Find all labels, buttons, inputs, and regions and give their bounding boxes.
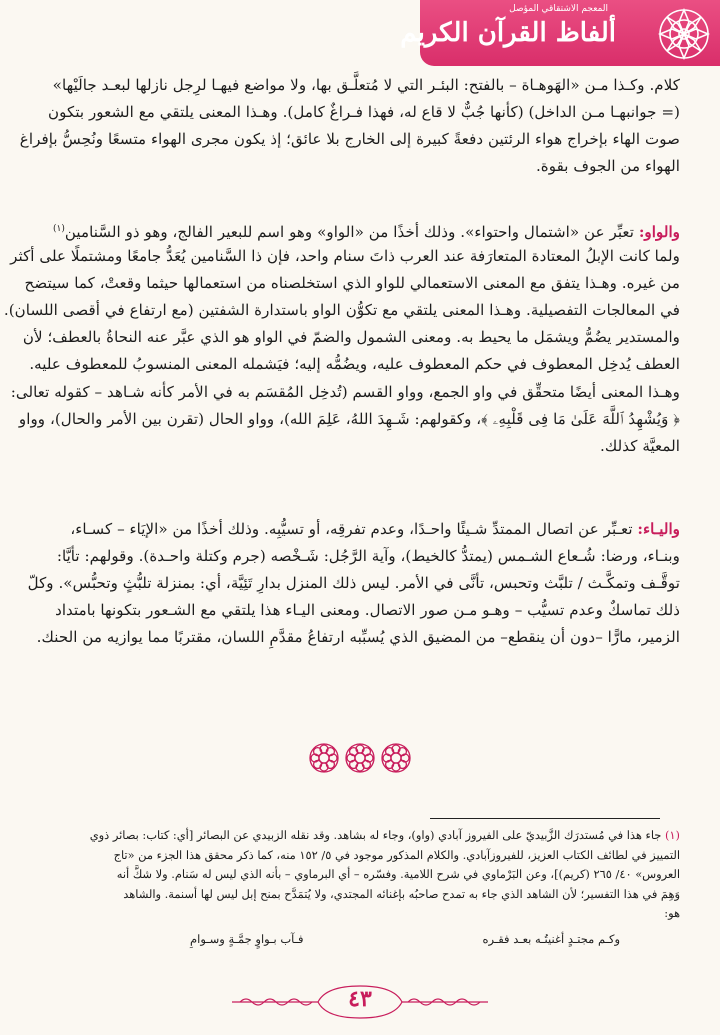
page-number: ٤٣: [348, 986, 372, 1012]
text-line: المعيَّة كذلك.: [600, 436, 680, 455]
text-line: ﴿ وَيُشْهِدُ ٱللَّهَ عَلَىٰ مَا فِى قَلْبِهِۦ ﴾، وكقولهم: شَـهِدَ اللهُ، عَلِمَ الله)، وواو الحال (تقرن بين الأمر والحال)، وواو: [18, 409, 680, 428]
paragraph-ha: [19, 72, 680, 180]
text-line: صوت الهاء بإخراج هواء الرئتين دفعةً كبيرة إلى الخارج بلا عائق؛ إذ يكون مجرى الهواء متسعًا ونُحِسُّ بإفراغ: [19, 130, 680, 149]
text-run: تعـبِّر عن اتصال الممتدِّ شـيئًا واحـدًا، وعدم تفرقِه، أو تسيُّبِه. وذلك أخذًا من «الإيَاء – كسـاء،: [70, 520, 633, 538]
book-title-banner: [400, 0, 720, 66]
footnote-separator: [430, 818, 660, 819]
text-line: (= جوانبهـا مـن الداخل) (كأنها جُبٌّ لا قاع له، فهذا فـراغٌ كامل). وهـذا المعنى يلتقي مع الشعور بتكون: [47, 103, 680, 122]
rosette-ornament-icon: [652, 2, 716, 66]
footnote-line: وَهِمَ في هذا التفسير؛ لأن الشاهد الذي جاء به تمدح صاحبُه بإغنائه المجتدي، ولا يُتمَدَّح بمنح إبل ليس لها أسنمة. والشاهد: [123, 886, 680, 901]
paragraph-waw: [3, 216, 680, 460]
book-subtitle: المعجم الاشتقاقي المؤصل: [509, 4, 608, 14]
text-run: جاء هذا في مُستدرَك الزَّبيديّ على الفيروز آبادي (واو)، وجاء له بشاهد. وقد نقله الزبيدي عن البصائر [أي: كتاب: بصائر ذوي: [89, 828, 662, 842]
section-label-waw: والواو:: [638, 223, 680, 242]
footnote-line: التمييز في لطائف الكتاب العزيز، للفيروزآبادي. والكلام المذكور موجود في ٥/ ١٥٢ منه، كما ذكر محقق هذا الجزء من «تاج: [113, 847, 680, 862]
text-line: الهواء من الجوف بقوة.: [535, 157, 680, 176]
text-line: والمستدير يضُمُّ ويشمَل ما يحيط به. ومعنى الشمول والضمّ في الواو هو الذي عبَّر عنه النحاةُ بالعطف؛ لأن: [22, 328, 680, 347]
footnote: [60, 826, 680, 924]
book-title: ألفاظ القرآن الكريم: [400, 18, 616, 48]
footnote-line: هو:: [664, 906, 680, 921]
text-line: ذلك تماسكٌ وعدم تسيُّب – وهـو مـن صور الاتصال. ومعنى اليـاء هذا يلتقي مع الشـعور بتكونها بامتداد: [55, 601, 680, 620]
text-line: ولما كانت الإبلُ المعتادة المتعارَفة عند العرب ذاتَ سنام واحد، فإن ذا السَّنامين يُعَدُّ جامعًا ومشتملًا على أكثر: [10, 247, 680, 266]
text-line: الزمير، مارًّا –دون أن ينقطع– من المضيق الذي يُسبِّبه ارتفاعُ مقدَّمِ اللسان، مقتربًا مما يوازيه من الحنك.: [36, 628, 680, 647]
footnote-line: العروس» ٤٠/ ٢٦٥ (كريم)]، وعن البَرْماوي في شرح اللامية. وفسّره – أي البرماوي – بأنه الذي ليس له سَنام. ولا شكَّ أنه: [116, 867, 680, 882]
text-line: وبنـاء، ورضا: شُـعاع الشـمس (يمتدُّ كالخيط)، وآية الرَّجُل: شَـخْصه (جرم وكتلة واحـدة). وقولهم: تأيَّا:: [56, 547, 680, 566]
text-line: العطف يُدخِل المعطوف في حكم المعطوف عليه، ويضُمُّه إليه؛ فيَشمله المعنى المنسوبُ للمعطوف عليه.: [29, 355, 680, 374]
text-line: [52, 216, 680, 243]
text-run: تعبِّر عن «اشتمال واحتواء». وذلك أخذًا من «الواو» وهو اسم للبعير الفالج، وهو ذو السَّنامين: [64, 223, 634, 242]
footnote-reference: (١): [52, 224, 65, 234]
text-line: من غيره. وهـذا يتفق مع المعنى الاستعمالي للواو الذي استخلصناه من استعمالها حيثما وقعتْ، كما سيتضح: [24, 274, 680, 293]
verse-hemistich-right: وكـم مجتـدٍ أغنيتُـه بعـد فقـره: [482, 932, 620, 946]
section-label-ya: واليـاء:: [637, 520, 680, 538]
text-line: [60, 516, 680, 543]
footnote-line: [60, 826, 680, 846]
verse-hemistich-left: فـآب بـواوٍ جمَّـةٍ وسـوامِ: [190, 932, 304, 946]
text-line: في المعالجات التفصيلية. وهـذا المعنى يلتقي مع تكوُّن الواو باستدارة الشفتين (مع ارتفاع في أقصى اللسان).: [3, 301, 680, 320]
text-line: وهـذا المعنى أيضًا متحقِّق في واو الجمع، وواو القسم (تُدخِل المُقسَم به في الأمر كأنه شـاهد – كقوله تعالى:: [10, 382, 680, 401]
section-divider-flowers-icon: [0, 738, 720, 778]
text-line: توقَّـف وتمكَّـث / تلبَّث وتحبس، تأنَّى في الأمر. ليس ذلك المنزل بدارِ تَئِيَّة، أي: بمنزلة تلبُّثٍ وتحبُّس». وكلّ: [27, 574, 680, 593]
footnote-number: (١): [664, 828, 680, 842]
text-line: كلام. وكـذا مـن «الهَوهـاة – بالفتح: البئـر التي لا مُتعلَّـق بها، ولا مواضع فيهـا لرِجل نازلها لبعـد جالَيْها»: [52, 76, 680, 94]
paragraph-ya: [27, 516, 680, 651]
